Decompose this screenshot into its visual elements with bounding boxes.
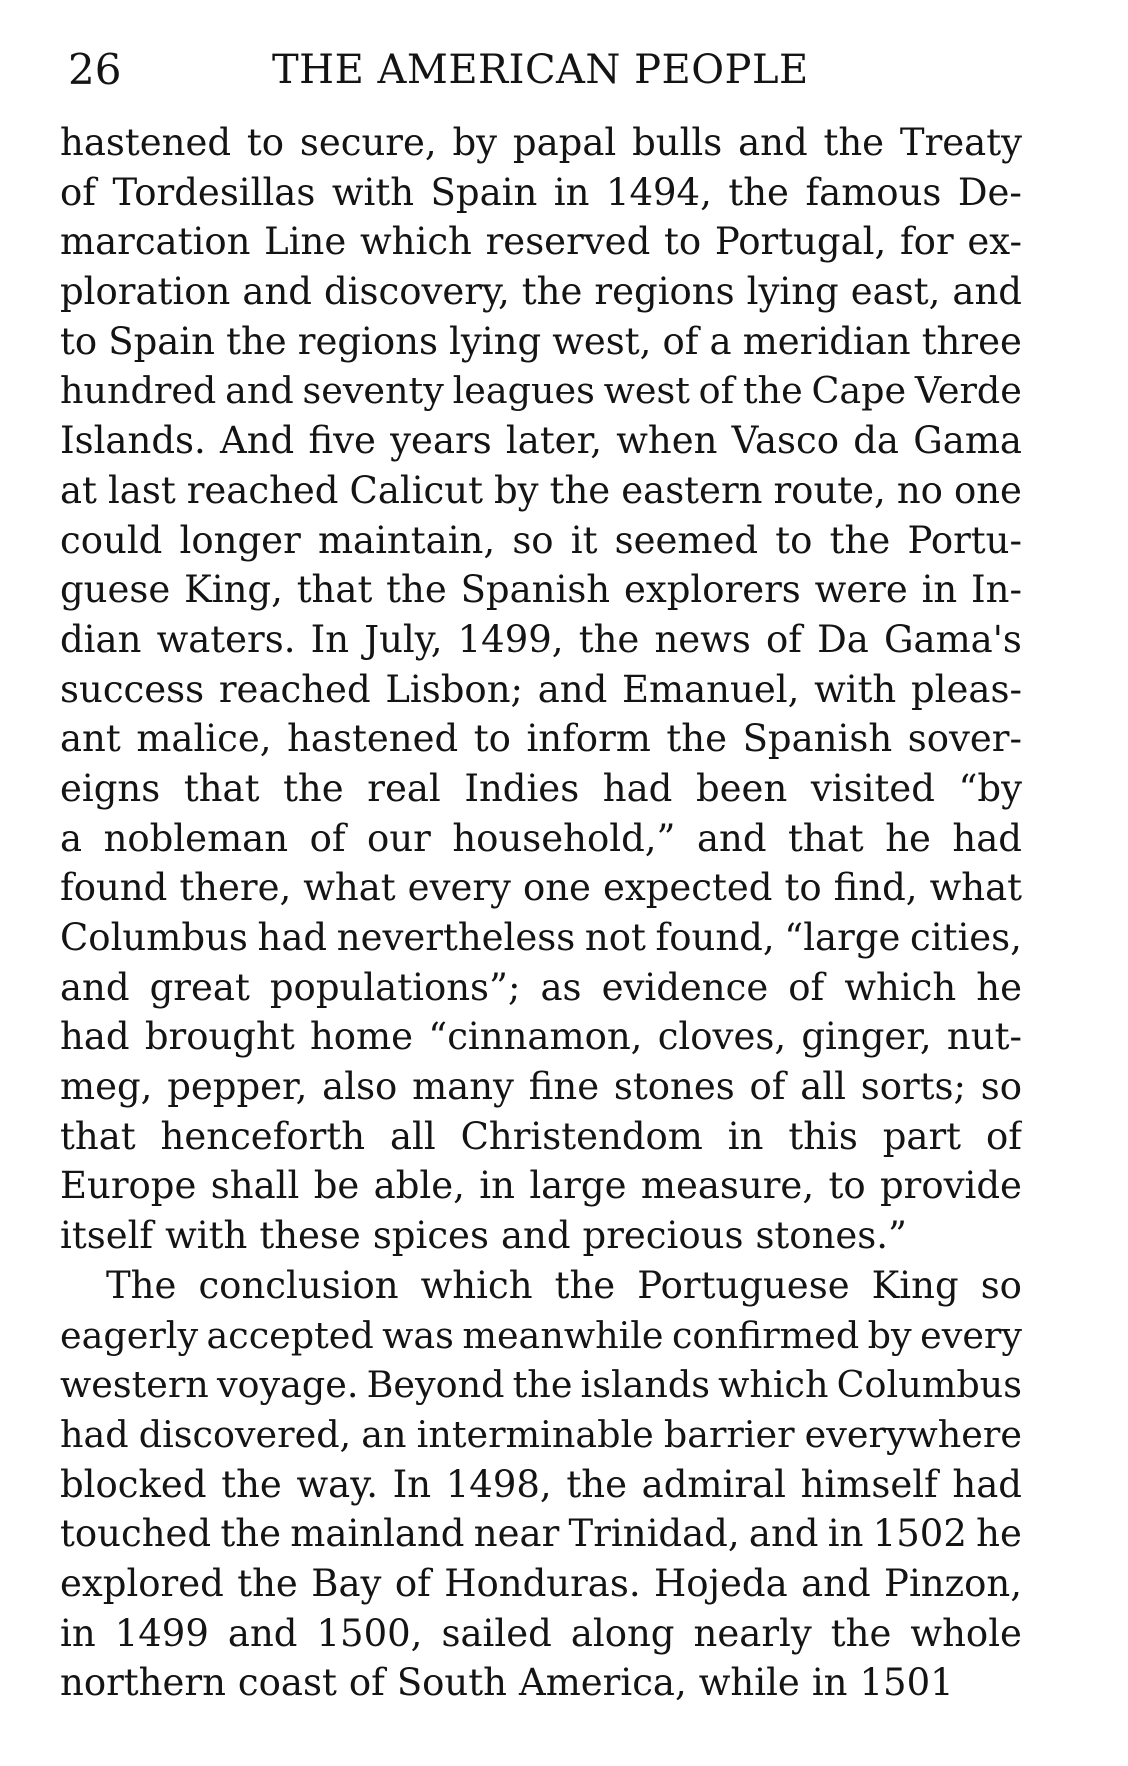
text-line: could longer maintain, so it seemed to the Portu- xyxy=(60,518,1022,562)
text-line: The conclusion which the Portuguese King so xyxy=(106,1263,1022,1307)
text-line: had brought home “cinnamon, cloves, ginger, nut- xyxy=(60,1015,1022,1059)
text-line: dian waters. In July, 1499, the news of Da Gama's xyxy=(60,617,1022,661)
text-line: ant malice, hastened to inform the Spanish sover- xyxy=(60,717,1022,761)
text-line: of Tordesillas with Spain in 1494, the famous De- xyxy=(60,170,1022,214)
text-line: ploration and discovery, the regions lying east, and xyxy=(60,270,1022,314)
text-line: northern coast of South America, while in 1501 xyxy=(60,1661,954,1705)
text-line: found there, what every one expected to find, what xyxy=(60,866,1022,910)
running-title: THE AMERICAN PEOPLE xyxy=(272,47,809,93)
text-line: guese King, that the Spanish explorers were in In- xyxy=(60,568,1022,612)
text-line: itself with these spices and precious stones.” xyxy=(60,1214,907,1258)
paragraph xyxy=(60,118,1022,1261)
text-line: eagerly accepted was meanwhile confirmed by every xyxy=(60,1313,1022,1357)
text-line: in 1499 and 1500, sailed along nearly the whole xyxy=(60,1611,1022,1655)
text-line: touched the mainland near Trinidad, and in 1502 he xyxy=(60,1512,1022,1556)
text-line: to Spain the regions lying west, of a meridian three xyxy=(60,319,1022,363)
paragraph xyxy=(60,1261,1022,1708)
text-line: hundred and seventy leagues west of the Cape Verde xyxy=(60,369,1022,413)
text-line: western voyage. Beyond the islands which Columbus xyxy=(60,1363,1022,1407)
text-line: Islands. And five years later, when Vasco da Gama xyxy=(60,419,1022,463)
text-line: success reached Lisbon; and Emanuel, with pleas- xyxy=(60,667,1022,711)
text-line: eigns that the real Indies had been visited “by xyxy=(60,766,1022,810)
text-line: at last reached Calicut by the eastern route, no one xyxy=(60,468,1022,512)
text-line: that henceforth all Christendom in this part of xyxy=(60,1114,1022,1158)
text-line: had discovered, an interminable barrier everywhere xyxy=(60,1412,1022,1456)
text-line: marcation Line which reserved to Portugal, for ex- xyxy=(60,220,1022,264)
text-line: Europe shall be able, in large measure, to provide xyxy=(60,1164,1022,1208)
text-line: explored the Bay of Honduras. Hojeda and Pinzon, xyxy=(60,1561,1022,1605)
text-line: blocked the way. In 1498, the admiral himself had xyxy=(60,1462,1022,1506)
text-line: and great populations”; as evidence of which he xyxy=(60,965,1022,1009)
body-text xyxy=(60,118,1022,1708)
text-line: hastened to secure, by papal bulls and the Treaty xyxy=(60,121,1022,164)
running-head xyxy=(68,40,888,100)
text-line: meg, pepper, also many fine stones of all sorts; so xyxy=(60,1065,1022,1109)
page-number: 26 xyxy=(68,45,122,94)
text-line: Columbus had nevertheless not found, “large cities, xyxy=(60,916,1022,959)
text-line: a nobleman of our household,” and that he had xyxy=(60,816,1022,860)
